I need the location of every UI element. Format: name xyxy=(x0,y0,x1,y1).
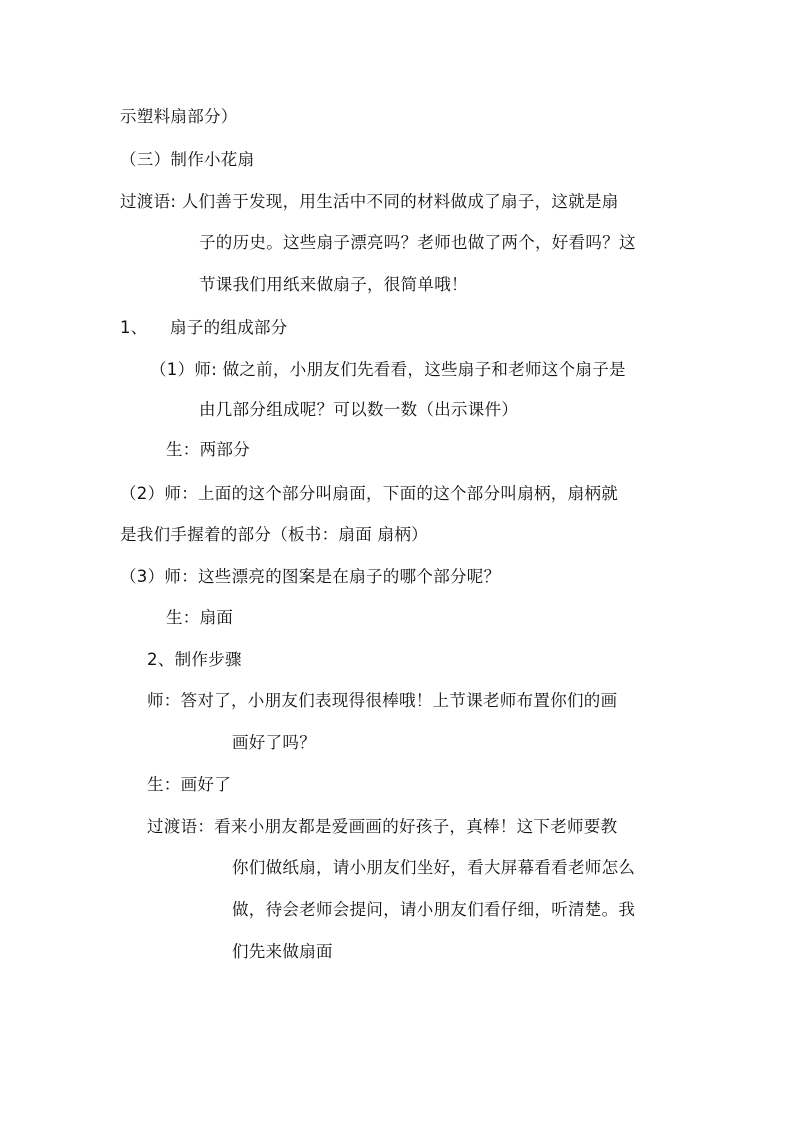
teacher-line-1: 师：答对了，小朋友们表现得很棒哦！上节课老师布置你们的画 xyxy=(147,691,618,710)
question-1-line-1: （1）师: 做之前，小朋友们先看看，这些扇子和老师这个扇子是 xyxy=(150,360,626,379)
question-2-line-1: （2）师：上面的这个部分叫扇面，下面的这个部分叫扇柄，扇柄就 xyxy=(120,484,618,503)
question-1-line-2: 由几部分组成呢？可以数一数（出示课件） xyxy=(199,400,519,419)
answer-1: 生：两部分 xyxy=(166,440,250,459)
item-heading-1: 扇子的组成部分 xyxy=(170,318,288,337)
item-number-1: 1、 xyxy=(120,318,148,337)
section-heading-3: （三）制作小花扇 xyxy=(120,150,255,169)
student-answer: 生：画好了 xyxy=(147,775,231,794)
answer-3: 生：扇面 xyxy=(166,608,234,627)
transition-2-line-4: 们先来做扇面 xyxy=(232,942,333,961)
transition-2-line-1: 过渡语：看来小朋友都是爱画画的好孩子，真棒！这下老师要教 xyxy=(147,817,618,836)
item-heading-2: 2、制作步骤 xyxy=(147,650,242,669)
transition-line-1: 过渡语: 人们善于发现，用生活中不同的材料做成了扇子，这就是扇 xyxy=(120,192,619,211)
question-2-line-2: 是我们手握着的部分（板书：扇面 扇柄） xyxy=(120,525,428,544)
transition-2-line-2: 你们做纸扇，请小朋友们坐好，看大屏幕看看老师怎么 xyxy=(232,858,636,877)
transition-line-2: 子的历史。这些扇子漂亮吗？老师也做了两个，好看吗？这 xyxy=(199,233,636,252)
transition-line-3: 节课我们用纸来做扇子，很简单哦！ xyxy=(199,275,468,294)
teacher-line-2: 画好了吗？ xyxy=(232,733,316,752)
question-3: （3）师：这些漂亮的图案是在扇子的哪个部分呢？ xyxy=(120,567,501,586)
text-line-cont: 示塑料扇部分） xyxy=(120,107,238,126)
transition-2-line-3: 做，待会老师会提问，请小朋友们看仔细，听清楚。我 xyxy=(232,900,636,919)
